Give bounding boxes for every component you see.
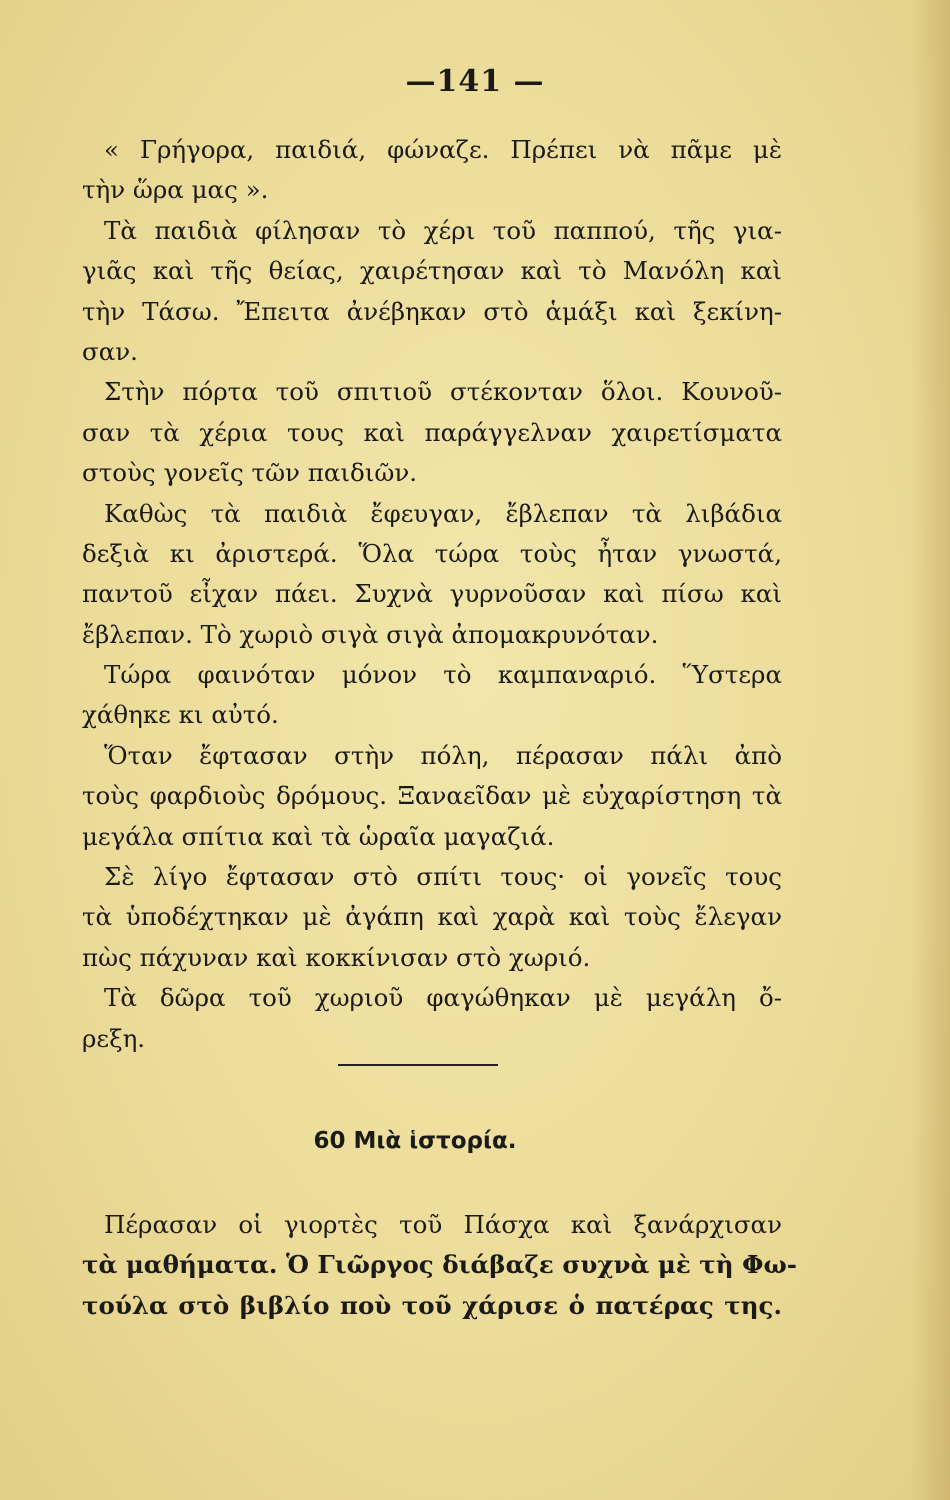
text-line: σαν. xyxy=(82,336,138,366)
text-line: μεγάλα σπίτια καὶ τὰ ὡραῖα μαγαζιά. xyxy=(82,821,555,851)
page-number: —141 — xyxy=(405,64,545,99)
text-line: πὼς πάχυναν καὶ κοκκίνισαν στὸ χωριό. xyxy=(82,942,591,972)
text-line: Τώρα φαινόταν μόνον τὸ καμπαναριό. Ὕστερα xyxy=(104,660,782,690)
text-line: ρεξη. xyxy=(82,1023,146,1053)
text-line: « Γρήγορα, παιδιά, φώναζε. Πρέπει νὰ πᾶμε μὲ xyxy=(104,135,782,164)
page-edge-shadow xyxy=(910,0,950,1500)
text-line: χάθηκε κι αὐτό. xyxy=(82,700,279,730)
text-line: Τὰ παιδιὰ φίλησαν τὸ χέρι τοῦ παππού, τῆς για- xyxy=(104,215,782,245)
text-line: Καθὼς τὰ παιδιὰ ἔφευγαν, ἔβλεπαν τὰ λιβάδια xyxy=(104,498,782,528)
section-divider xyxy=(338,1064,498,1066)
text-line: στοὺς γονεῖς τῶν παιδιῶν. xyxy=(82,458,418,488)
text-line: τὴν ὥρα μας ». xyxy=(82,175,269,205)
text-line: Τὰ δῶρα τοῦ χωριοῦ φαγώθηκαν μὲ μεγάλη ὄ- xyxy=(104,983,782,1013)
text-line: Πέρασαν οἱ γιορτὲς τοῦ Πάσχα καὶ ξανάρχισαν xyxy=(104,1210,782,1239)
section-body-text xyxy=(82,1205,797,1326)
text-line: τούλα στὸ βιβλίο ποὺ τοῦ χάρισε ὁ πατέρας της. xyxy=(82,1290,782,1320)
text-line: σαν τὰ χέρια τους καὶ παράγγελναν χαιρετίσματα xyxy=(82,417,782,447)
text-line: τὰ ὑποδέχτηκαν μὲ ἀγάπη καὶ χαρὰ καὶ τοὺς ἔλεγαν xyxy=(82,902,782,932)
text-line: τὴν Τάσω. Ἔπειτα ἀνέβηκαν στὸ ἁμάξι καὶ ξεκίνη- xyxy=(82,296,782,326)
section-title: 60 Μιὰ ἱστορία. xyxy=(313,1128,517,1154)
text-line: τὰ μαθήματα. Ὁ Γιῶργος διάβαζε συχνὰ μὲ τὴ Φω- xyxy=(82,1250,797,1280)
text-line: Ὅταν ἔφτασαν στὴν πόλη, πέρασαν πάλι ἀπὸ xyxy=(104,740,782,770)
text-line: δεξιὰ κι ἀριστερά. Ὅλα τώρα τοὺς ἦταν γνωστά, xyxy=(82,538,782,568)
text-line: τοὺς φαρδιοὺς δρόμους. Ξαναεῖδαν μὲ εὐχαρίστηση τὰ xyxy=(82,781,782,811)
body-text xyxy=(82,130,782,1059)
text-line: γιᾶς καὶ τῆς θείας, χαιρέτησαν καὶ τὸ Μανόλη καὶ xyxy=(82,256,782,286)
text-line: παντοῦ εἶχαν πάει. Συχνὰ γυρνοῦσαν καὶ πίσω καὶ xyxy=(82,579,782,609)
text-line: Σὲ λίγο ἔφτασαν στὸ σπίτι τους· οἱ γονεῖς τους xyxy=(104,862,782,892)
text-line: ἔβλεπαν. Τὸ χωριὸ σιγὰ σιγὰ ἀπομακρυνόταν. xyxy=(82,619,659,649)
text-line: Στὴν πόρτα τοῦ σπιτιοῦ στέκονταν ὅλοι. Κουνοῦ- xyxy=(104,377,782,407)
